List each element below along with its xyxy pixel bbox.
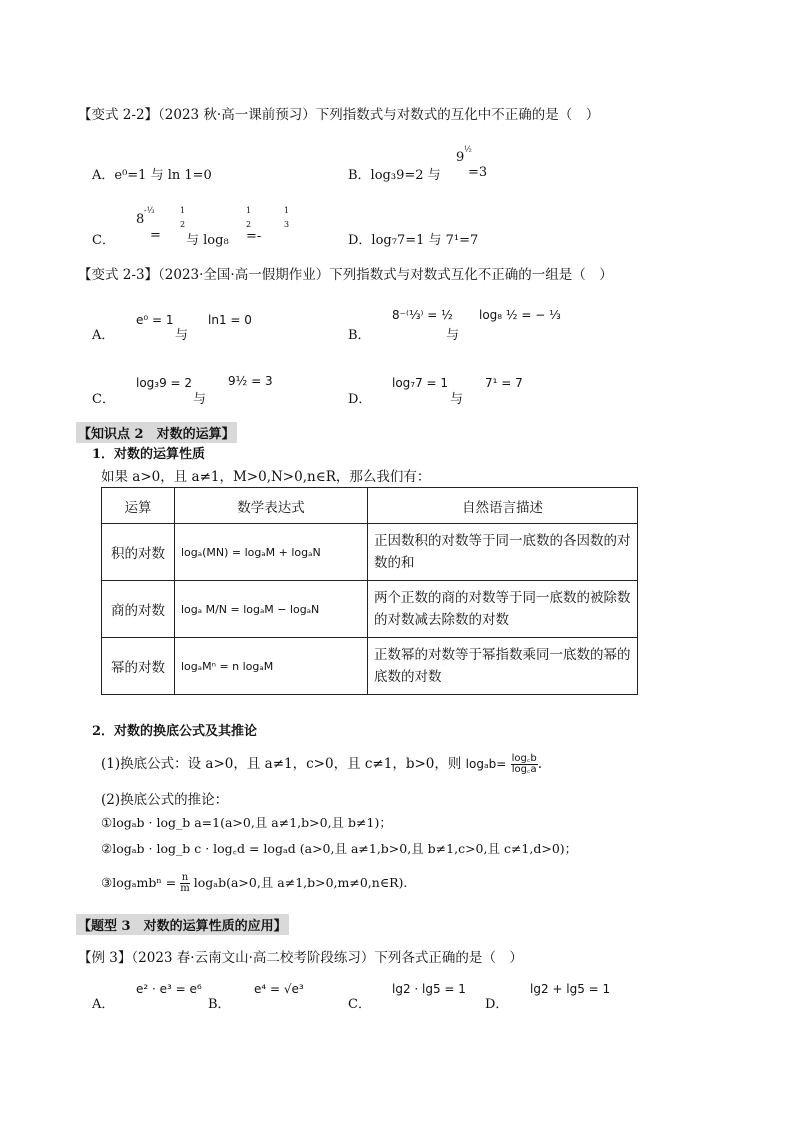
corollary-3-pre: ③logₐmbⁿ = <box>101 875 177 890</box>
table-row <box>102 638 638 695</box>
question-text: （2023·全国·高一假期作业）下列指数式与对数式互化不正确的一组是（ ） <box>158 267 613 283</box>
example-label: 【例 3】 <box>78 950 132 966</box>
formula-period: . <box>537 756 542 772</box>
option-d: D．log₇7=1 与 7¹=7 <box>348 233 479 248</box>
option-b-label: B． <box>208 997 231 1012</box>
corollary-3-num: n <box>181 872 189 883</box>
row-operation: 积的对数 <box>102 524 175 581</box>
option-a-label: A． <box>92 328 115 343</box>
option-c-label: C． <box>348 997 371 1012</box>
option-c-equals-neg: =- <box>246 229 262 244</box>
example-3-stem <box>78 946 523 966</box>
formula-denominator: log꜀a <box>511 764 537 775</box>
row-expression: logₐ(MN) = logₐM + logₐN <box>175 524 368 581</box>
option-b-expr1: 8⁻⁽⅓⁾ = ½ <box>392 308 453 322</box>
corollary-3-fraction <box>180 873 189 894</box>
row-expression: logₐ M/N = logₐM − logₐN <box>175 581 368 638</box>
section-heading-knowledge-2: 【知识点 2 对数的运算】 <box>76 422 237 443</box>
option-d-expr: lg2 + lg5 = 1 <box>530 982 611 996</box>
header-description: 自然语言描述 <box>368 488 638 524</box>
option-b-label: B． <box>348 328 371 343</box>
option-b-prefix: B．log₃9=2 与 <box>348 168 441 183</box>
row-operation: 幂的对数 <box>102 638 175 695</box>
formula-numerator: log꜀b <box>511 753 537 764</box>
option-b-base: 9 <box>456 150 465 165</box>
option-d-label: D． <box>348 392 372 407</box>
row-expression: logₐMⁿ = n logₐM <box>175 638 368 695</box>
option-c-half-den: 2 <box>180 220 186 229</box>
question-label: 【变式 2-3】 <box>78 267 159 283</box>
option-b-exponent: ½ <box>464 145 472 154</box>
formula-fraction <box>511 754 538 775</box>
option-c-expr1: log₃9 = 2 <box>136 376 193 390</box>
table-row <box>102 524 638 581</box>
option-a: A．e⁰=1 与 ln 1=0 <box>92 168 212 183</box>
option-c-third-den: 3 <box>284 220 290 229</box>
row-operation: 商的对数 <box>102 581 175 638</box>
header-operation: 运算 <box>102 488 175 524</box>
example-text: （2023 春·云南文山·高二校考阶段练习）下列各式正确的是（ ） <box>131 950 523 966</box>
row-description: 正因数积的对数等于同一底数的各因数的对数的和 <box>368 524 638 581</box>
option-d-expr2: 7¹ = 7 <box>485 376 523 390</box>
condition-text: 如果 a>0，且 a≠1，M>0,N>0,n∈R，那么我们有： <box>101 469 431 485</box>
option-a-expr2: ln1 = 0 <box>208 313 252 327</box>
option-c-expr2: 9½ = 3 <box>228 374 273 388</box>
option-c-base: 8 <box>136 212 145 227</box>
question-label: 【变式 2-2】 <box>78 107 159 123</box>
option-c-third-num: 1 <box>284 206 290 215</box>
change-of-base-formula <box>101 752 542 775</box>
option-c-exponent: -⅓ <box>144 206 155 215</box>
formula-lhs: logₐb= <box>465 757 507 771</box>
option-c-half2-num: 1 <box>246 206 252 215</box>
corollary-3 <box>101 873 407 894</box>
option-b-with: 与 <box>446 328 460 343</box>
table-header-row <box>102 488 638 524</box>
question-2-2-stem <box>78 103 599 123</box>
option-b-expr: e⁴ = √e³ <box>254 982 304 996</box>
option-a-expr1: e⁰ = 1 <box>136 313 174 327</box>
question-text: （2023 秋·高一课前预习）下列指数式与对数式的互化中不正确的是（ ） <box>158 107 600 123</box>
row-description: 正数幂的对数等于幂指数乘同一底数的幂的底数的对数 <box>368 638 638 695</box>
option-d-label: D． <box>485 997 509 1012</box>
corollary-3-den: m <box>180 883 190 894</box>
option-a-with: 与 <box>175 328 189 343</box>
corollary-title: (2)换底公式的推论： <box>101 792 229 808</box>
option-c-equals: = <box>150 228 161 243</box>
option-c-with: 与 <box>193 392 207 407</box>
option-c-expr: lg2 · lg5 = 1 <box>392 982 466 996</box>
section-heading-type-3: 【题型 3 对数的运算性质的应用】 <box>76 914 289 935</box>
option-d-expr1: log₇7 = 1 <box>392 376 449 390</box>
header-expression: 数学表达式 <box>175 488 368 524</box>
option-c-label: C． <box>92 233 115 248</box>
table-row <box>102 581 638 638</box>
corollary-2: ②logₐb · log_b c · log꜀d = logₐd (a>0,且 a≠1,b>0,且 b≠1,c>0,且 c≠1,d>0)； <box>101 841 578 856</box>
option-c-label: C． <box>92 392 115 407</box>
question-2-3-stem <box>78 263 613 283</box>
log-properties-table <box>101 487 638 695</box>
option-a-expr: e² · e³ = e⁶ <box>136 982 202 996</box>
option-d-with: 与 <box>450 392 464 407</box>
formula-text: (1)换底公式：设 a>0，且 a≠1，c>0，且 c≠1，b>0，则 <box>101 756 462 772</box>
option-c-half2-den: 2 <box>246 220 252 229</box>
subheading-change-of-base: 2．对数的换底公式及其推论 <box>92 724 258 739</box>
row-description: 两个正数的商的对数等于同一底数的被除数的对数减去除数的对数 <box>368 581 638 638</box>
option-b-expr2: log₈ ½ = − ⅓ <box>479 308 561 322</box>
corollary-1: ①logₐb · log_b a=1(a>0,且 a≠1,b>0,且 b≠1)； <box>101 815 392 830</box>
subheading-log-properties: 1．对数的运算性质 <box>92 447 206 462</box>
option-a-label: A． <box>92 997 115 1012</box>
option-b-equals: =3 <box>468 165 488 180</box>
option-c-half-num: 1 <box>180 206 186 215</box>
option-c-with-log: 与 log₈ <box>186 233 229 248</box>
corollary-3-post: logₐb(a>0,且 a≠1,b>0,m≠0,n∈R). <box>193 875 408 890</box>
